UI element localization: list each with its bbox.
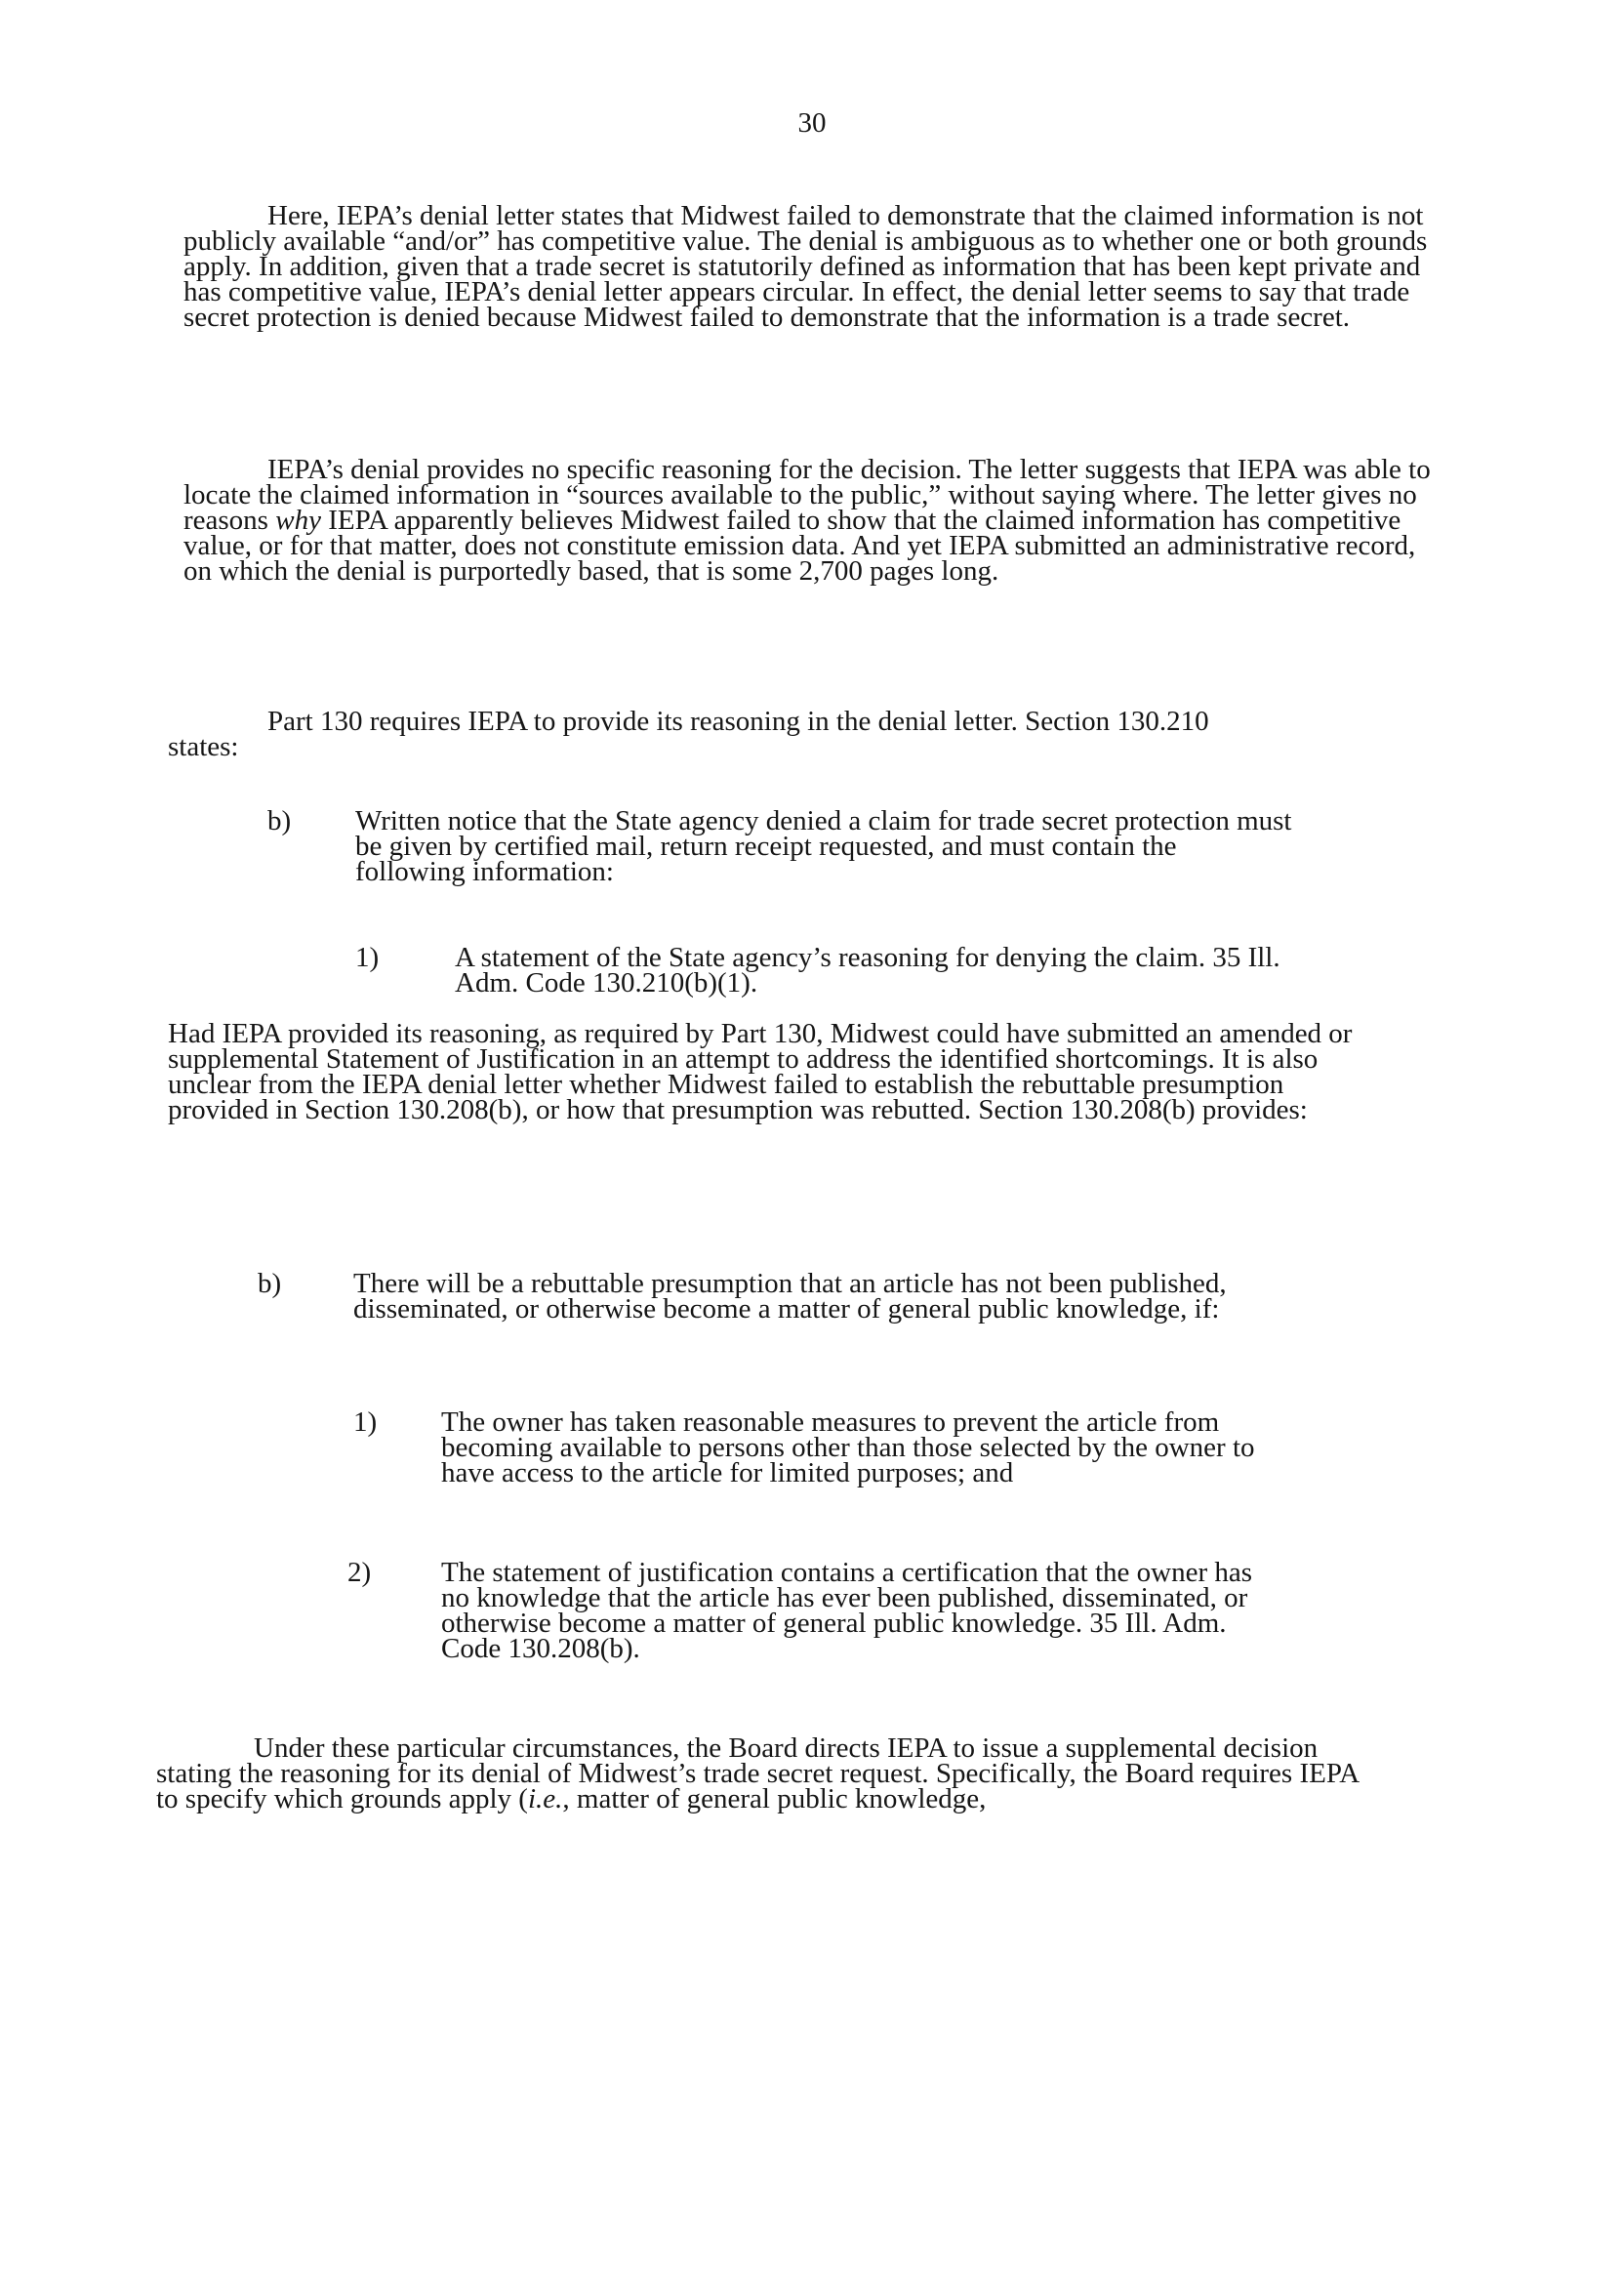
paragraph-3-text-2: states: [168, 731, 239, 762]
quote-2-sub-1-text: The owner has taken reasonable measures to prevent the article from becoming available to persons other than those selected by the owner to have access to the article for limited purposes; and [441, 1406, 1255, 1488]
paragraph-5 [156, 1732, 1361, 1814]
quote-1-label: b) [267, 805, 292, 836]
quote-2-sub-1-label: 1) [353, 1406, 378, 1438]
paragraph-5-emphasis: i.e. [527, 1783, 563, 1814]
quote-1-text: Written notice that the State agency denied a claim for trade secret protection must be given by certified mail, return receipt requested, and must contain the following information: [355, 805, 1292, 887]
paragraph-4 [168, 1018, 1378, 1125]
paragraph-2-text-a: IEPA’s denial provides no specific reasoning for the decision. The letter suggests that IEPA was able to locate the claimed information in “sources available to the public,” without saying where. The letter gives no reasons [183, 454, 1431, 536]
paragraph-5-text-a: Under these particular circumstances, the Board directs IEPA to issue a supplemental decision stating the reasoning for its denial of Midwest’s trade secret request. Specifically, the Board requires IEPA to specify which grounds apply ( [156, 1732, 1359, 1814]
paragraph-1 [183, 200, 1442, 333]
paragraph-2-text-b: IEPA apparently believes Midwest failed to show that the claimed information has competitive value, or for that matter, does not constitute emission data. And yet IEPA submitted an administrative record, on which the denial is purportedly based, that is some 2,700 pages long. [183, 505, 1416, 587]
paragraph-5-text-b: , matter of general public knowledge, [562, 1783, 987, 1814]
paragraph-3-line-2 [168, 731, 558, 762]
paragraph-3-text-1: Part 130 requires IEPA to provide its reasoning in the denial letter. Section 130.210 [267, 706, 1209, 737]
quote-1-sub-label: 1) [355, 942, 380, 973]
page-number: 30 [797, 107, 827, 139]
paragraph-2 [183, 454, 1442, 587]
paragraph-2-emphasis: why [275, 505, 321, 536]
quote-2-text: There will be a rebuttable presumption that an article has not been published, disseminated, or otherwise become a matter of general public knowledge, if: [353, 1268, 1227, 1324]
paragraph-3-line-1 [267, 706, 1536, 737]
paragraph-1-text: Here, IEPA’s denial letter states that Midwest failed to demonstrate that the claimed information is not publicly available “and/or” has competitive value. The denial is ambiguous as to whether one or both grounds apply. In addition, given that a trade secret is statutorily defined as information that has been kept private and has competitive value, IEPA’s denial letter appears circular. In effect, the denial letter seems to say that trade secret protection is denied because Midwest failed to demonstrate that the information is a trade secret. [183, 200, 1428, 333]
quote-2-label: b) [258, 1268, 282, 1299]
quote-2-sub-2-text: The statement of justification contains a certification that the owner has no knowledge that the article has ever been published, disseminated, or otherwise become a matter of general public knowledge. 35 Ill. Adm. Code 130.208(b). [441, 1557, 1253, 1664]
quote-2-sub-2-label: 2) [347, 1557, 372, 1588]
paragraph-4-text: Had IEPA provided its reasoning, as required by Part 130, Midwest could have submitted an amended or supplemental Statement of Justification in an attempt to address the identified shortcomings. It is also unclear from the IEPA denial letter whether Midwest failed to establish the rebuttable presumption provided in Section 130.208(b), or how that presumption was rebutted. Section 130.208(b) provides: [168, 1018, 1353, 1125]
quote-1-sub-text: A statement of the State agency’s reasoning for denying the claim. 35 Ill. Adm. Code 130.210(b)(1). [455, 942, 1280, 998]
